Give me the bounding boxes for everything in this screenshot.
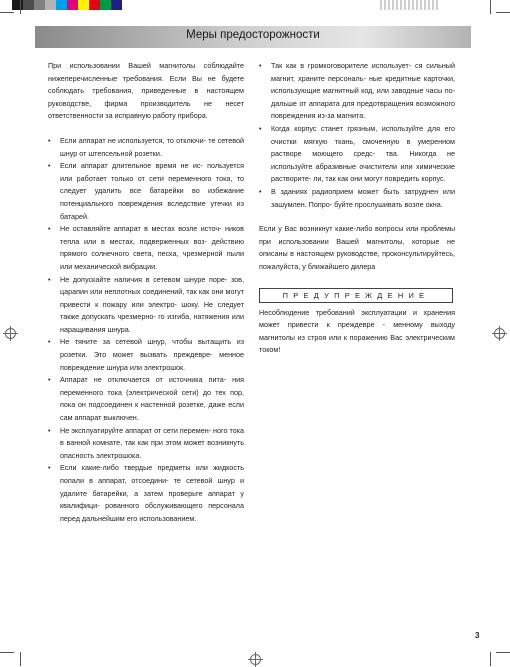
registration-mark xyxy=(5,328,16,339)
crop-mark xyxy=(0,652,14,653)
list-item: • Не тяните за сетевой шнур, чтобы вытащить из розетки. Это может вызвать преждевре- менное повреждение шнура или электрошок. xyxy=(48,336,244,374)
crop-mark xyxy=(490,652,491,666)
color-swatch xyxy=(45,0,56,10)
list-item: • Не оставляйте аппарат в местах возле источ- ников тепла или в местах, подверженных воз- действию прямого солнечного света, песка, чрезмерной пыли или механической вибрации. xyxy=(48,223,244,273)
precautions-list-right xyxy=(259,60,455,211)
print-hatch-bar xyxy=(380,0,440,10)
registration-mark xyxy=(250,654,261,665)
color-swatch xyxy=(111,0,122,10)
color-swatch xyxy=(100,0,111,10)
crop-mark xyxy=(496,652,510,653)
color-swatch xyxy=(34,0,45,10)
warning-paragraph: Несоблюдение требований эксплуатации и хранения может привести к преждевре - менному выходу магнитолы из строя или к поражению Вас электрическим током! xyxy=(259,307,455,355)
list-item: • Если аппарат длительное время не ис- пользуется или работает только от сети переменного тока, то следует удалить все батарейки во избежание потенциального повреждения вследствие утечки из батарей. xyxy=(48,160,244,223)
list-item: • Если какие-либо твердые предметы или жидкость попали в аппарат, отсоедини- те сетевой шнур и удалите батарейки, а затем проверьте аппарат у квалифици- рованного обслуживающего персонала перед дальнейшим его использованием. xyxy=(48,462,244,525)
crop-mark xyxy=(490,0,491,14)
warning-heading-box: ПРЕДУПРЕЖДЕНИЕ xyxy=(259,288,453,303)
crop-mark xyxy=(20,0,21,14)
list-item: • Аппарат не отключается от источника пита- ния переменного тока (электрической сети) до тех пор, пока он подсоединен к настенной розетке, даже если сам аппарат выключен. xyxy=(48,374,244,424)
color-swatch xyxy=(67,0,78,10)
precautions-list-left xyxy=(48,135,244,525)
contact-paragraph: Если у Вас возникнут какие-либо вопросы или проблемы при использовании Вашей магнитолы, которые не описаны в настоящем руководстве, проконсультируйтесь, пожалуйста, у ближайшего дилера xyxy=(259,224,455,271)
print-color-bar xyxy=(12,0,122,10)
list-item: • Не допускайте наличия в сетевом шнуре поре- зов, царапин или неплотных соединений, так как они могут привести к пожару или электро- шоку. Не следует также допускать чрезмерно- го изгиба, натяжения или наращивания шнура. xyxy=(48,274,244,337)
page-number: 3 xyxy=(475,631,480,640)
crop-mark xyxy=(496,12,510,13)
list-item: • Не эксплуатируйте аппарат от сети перемен- ного тока в ванной комнате, так как при этом может возникнуть опасность электрошока. xyxy=(48,425,244,463)
color-swatch xyxy=(12,0,23,10)
color-swatch xyxy=(78,0,89,10)
registration-mark xyxy=(494,328,505,339)
color-swatch xyxy=(23,0,34,10)
crop-mark xyxy=(0,12,14,13)
color-swatch xyxy=(89,0,100,10)
left-column xyxy=(48,60,244,525)
list-item: • В зданиях радиоприем может быть затруднен или зашумлен. Попро- буйте прослушивать возле окна. xyxy=(259,186,455,211)
color-swatch xyxy=(56,0,67,10)
crop-mark xyxy=(20,652,21,666)
section-title: Меры предосторожности xyxy=(186,29,320,41)
intro-paragraph: При использовании Вашей магнитолы соблюдайте нижеперечисленные требования. Если Вы не будете соблюдать требования, приведенные в настоящем руководстве, фирма производитель не несет ответственности за исправную работу прибора. xyxy=(48,61,244,121)
list-item: • Когда корпус станет грязным, используйте для его очистки мягкую ткань, смоченную в умеренном растворе моющего средс- тва. Никогда не используйте абразивные очистители или химические растворите- ли, так как они могут повредить корпус. xyxy=(259,123,455,186)
list-item: • Если аппарат не используется, то отключи- те сетевой шнур от штепсельной розетки. xyxy=(48,135,244,160)
list-item: • Так как в громкоговорителе использует- ся сильный магнит, храните персональ- ные кредитные карточки, использующие магнитный код, или заводные часы по- дальше от аппарата для предотвращения возможного повреждения из-за магнита. xyxy=(259,60,455,123)
section-header xyxy=(35,26,471,48)
right-column xyxy=(259,60,455,357)
